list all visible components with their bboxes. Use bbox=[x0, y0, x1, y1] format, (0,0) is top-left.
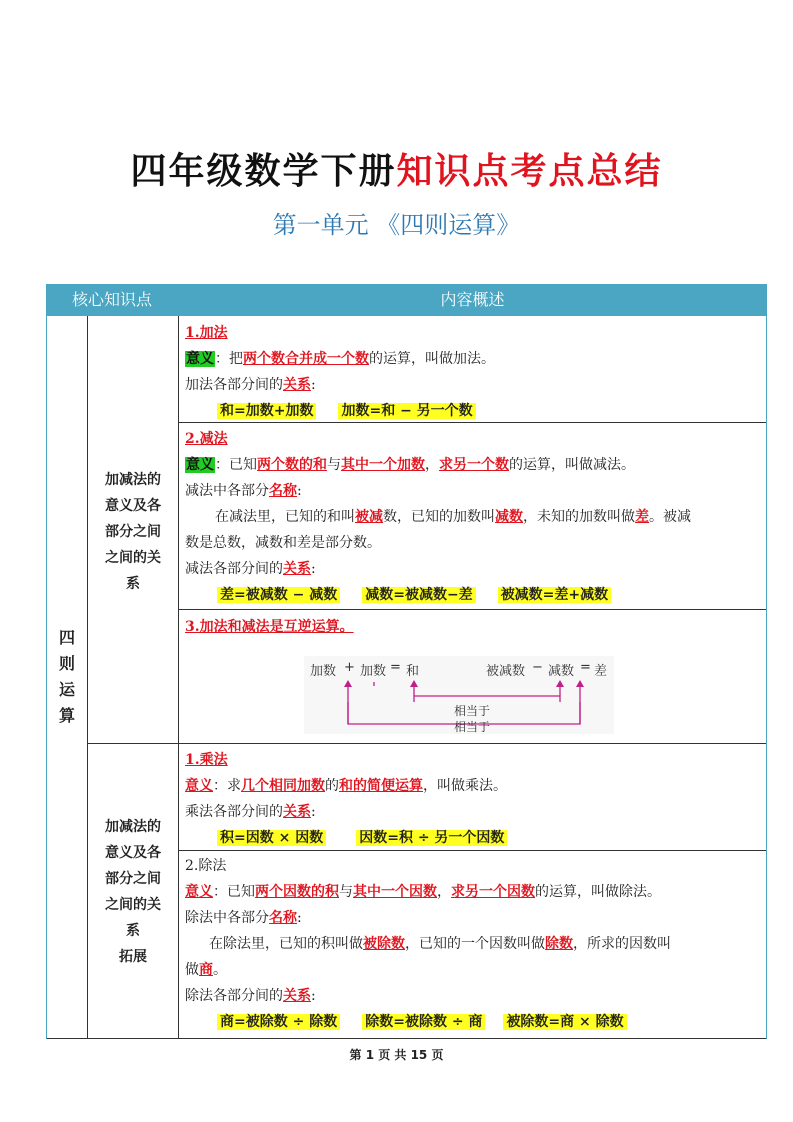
formula: 被除数=商 × 除数 bbox=[503, 1014, 626, 1030]
key-word: 关系 bbox=[283, 988, 311, 1004]
key-word: 名称 bbox=[269, 910, 297, 926]
key-word: 关系 bbox=[283, 804, 311, 820]
diagram-equals: = bbox=[580, 660, 591, 675]
text: : bbox=[311, 804, 316, 820]
inverse-cell bbox=[185, 614, 760, 640]
header-core-knowledge: 核心知识点 bbox=[71, 290, 152, 309]
formula: 差=被减数 − 减数 bbox=[217, 587, 340, 603]
formula: 因数=积 ÷ 另一个因数 bbox=[356, 830, 507, 846]
key-word: 名称 bbox=[269, 483, 297, 499]
text: 加法各部分间的 bbox=[185, 377, 283, 393]
diagram-addend: 加数 bbox=[360, 664, 387, 679]
text: : bbox=[311, 561, 316, 577]
page-footer: 第 1 页 共 15 页 bbox=[349, 1048, 444, 1062]
formula: 和=加数+加数 bbox=[217, 403, 316, 419]
group-label-line: 意义及各 bbox=[105, 845, 161, 861]
diagram-addend: 加数 bbox=[310, 664, 337, 679]
text: ， bbox=[437, 884, 451, 900]
divider bbox=[87, 743, 766, 744]
text: ：把 bbox=[215, 351, 243, 367]
diagram-difference: 差 bbox=[594, 664, 608, 679]
formula: 商=被除数 ÷ 除数 bbox=[217, 1014, 340, 1030]
inverse-heading: 3.加法和减法是互逆运算。 bbox=[185, 619, 354, 635]
meaning-tag: 意义 bbox=[186, 351, 214, 367]
key-word: 商 bbox=[199, 962, 213, 978]
group-label-2 bbox=[89, 814, 177, 970]
side-label-char: 四 bbox=[58, 628, 75, 647]
multiplication-cell bbox=[185, 747, 760, 851]
key-phrase: 两个数合并成一个数 bbox=[243, 351, 369, 367]
text: 做 bbox=[185, 962, 199, 978]
group-label-line: 系 bbox=[126, 576, 140, 592]
subtraction-cell bbox=[185, 426, 760, 608]
group-label-line: 部分之间 bbox=[105, 524, 161, 540]
diagram-subtrahend: 减数 bbox=[548, 664, 575, 679]
text: ：已知 bbox=[213, 884, 255, 900]
diagram-minuend: 被减数 bbox=[486, 664, 526, 679]
text: 的运算，叫做除法。 bbox=[535, 884, 661, 900]
text: 的 bbox=[325, 778, 339, 794]
key-phrase: 求另一个因数 bbox=[451, 884, 535, 900]
addition-heading: 1.加法 bbox=[185, 325, 228, 341]
text: 除法中各部分 bbox=[185, 910, 269, 926]
formula: 减数=被减数−差 bbox=[362, 587, 475, 603]
key-phrase: 两个数的和 bbox=[257, 457, 327, 473]
diagram-plus: + bbox=[344, 660, 355, 675]
divider bbox=[47, 1038, 766, 1039]
meaning-tag: 意义 bbox=[186, 457, 214, 473]
arrow-head bbox=[410, 680, 418, 687]
key-word: 被减 bbox=[355, 509, 383, 525]
diagram-equivalent-label: 相当于 bbox=[454, 704, 491, 718]
text: 。 bbox=[213, 962, 227, 978]
divider bbox=[178, 316, 179, 1039]
text: ，已知的一个因数叫做 bbox=[405, 936, 545, 952]
text: ，叫做乘法。 bbox=[423, 778, 507, 794]
formula: 除数=被除数 ÷ 商 bbox=[362, 1014, 485, 1030]
group-label-line: 之间的关 bbox=[105, 897, 161, 913]
title-part-red: 知识点考点总结 bbox=[396, 150, 663, 192]
group-label-line: 加减法的 bbox=[105, 819, 161, 835]
text: 与 bbox=[339, 884, 353, 900]
side-label-char: 算 bbox=[58, 706, 75, 725]
division-heading: 2.除法 bbox=[185, 858, 227, 874]
key-phrase: 两个因数的积 bbox=[255, 884, 339, 900]
key-phrase: 几个相同加数 bbox=[241, 778, 325, 794]
text: 的运算，叫做加法。 bbox=[369, 351, 495, 367]
formula: 积=因数 × 因数 bbox=[217, 830, 326, 846]
divider bbox=[178, 609, 766, 610]
multiplication-heading: 1.乘法 bbox=[185, 752, 228, 768]
arrow-head bbox=[576, 680, 584, 687]
key-phrase: 求另一个数 bbox=[439, 457, 509, 473]
group-label-line: 系 bbox=[126, 923, 140, 939]
diagram-sum: 和 bbox=[406, 664, 420, 679]
text: 。被减 bbox=[649, 509, 691, 525]
diagram-minus: − bbox=[532, 660, 543, 675]
text: 数，已知的加数叫 bbox=[383, 509, 495, 525]
formula: 加数=和 − 另一个数 bbox=[338, 403, 475, 419]
key-word: 关系 bbox=[283, 377, 311, 393]
side-label-char: 则 bbox=[58, 654, 75, 673]
key-word: 差 bbox=[635, 509, 649, 525]
text: 数是总数，减数和差是部分数。 bbox=[185, 535, 381, 551]
group-label-line: 意义及各 bbox=[105, 498, 161, 514]
text: 的运算，叫做减法。 bbox=[509, 457, 635, 473]
inverse-operation-diagram bbox=[304, 656, 614, 734]
text: ：求 bbox=[213, 778, 241, 794]
subtraction-heading: 2.减法 bbox=[185, 431, 228, 447]
key-word: 关系 bbox=[283, 561, 311, 577]
text: 乘法各部分间的 bbox=[185, 804, 283, 820]
diagram-equivalent-label: 相当于 bbox=[454, 720, 491, 734]
text: 减法各部分间的 bbox=[185, 561, 283, 577]
text: 除法各部分间的 bbox=[185, 988, 283, 1004]
text: : bbox=[297, 483, 302, 499]
meaning-tag: 意义 bbox=[185, 884, 213, 900]
text: : bbox=[311, 988, 316, 1004]
table-header bbox=[47, 284, 766, 316]
text: : bbox=[297, 910, 302, 926]
group-label-line: 拓展 bbox=[119, 949, 147, 965]
text: ：已知 bbox=[215, 457, 257, 473]
arrow-head bbox=[556, 680, 564, 687]
page-title bbox=[0, 143, 793, 194]
text: 在减法里，已知的和叫 bbox=[215, 509, 355, 525]
title-part-black: 四年级数学下册 bbox=[130, 150, 397, 192]
group-label-line: 部分之间 bbox=[105, 871, 161, 887]
text: : bbox=[311, 377, 316, 393]
side-label-char: 运 bbox=[58, 680, 75, 699]
key-word: 除数 bbox=[545, 936, 573, 952]
key-phrase: 和的简便运算 bbox=[339, 778, 423, 794]
key-phrase: 其中一个加数 bbox=[341, 457, 425, 473]
text: ， bbox=[425, 457, 439, 473]
unit-subtitle: 第一单元 《四则运算》 bbox=[272, 211, 521, 239]
text: ，未知的加数叫做 bbox=[523, 509, 635, 525]
group-label-line: 之间的关 bbox=[105, 550, 161, 566]
header-content-overview: 内容概述 bbox=[440, 290, 505, 309]
divider bbox=[87, 316, 88, 1039]
addition-cell bbox=[185, 320, 760, 424]
text: 与 bbox=[327, 457, 341, 473]
group-label-line: 加减法的 bbox=[105, 472, 161, 488]
text: 减法中各部分 bbox=[185, 483, 269, 499]
diagram-equals: = bbox=[390, 660, 401, 675]
text: 在除法里，已知的积叫做 bbox=[209, 936, 363, 952]
division-cell bbox=[185, 853, 760, 1035]
key-word: 被除数 bbox=[363, 936, 405, 952]
text: ，所求的因数叫 bbox=[573, 936, 671, 952]
group-label-1 bbox=[89, 467, 177, 597]
key-phrase: 其中一个因数 bbox=[353, 884, 437, 900]
key-word: 减数 bbox=[495, 509, 523, 525]
meaning-tag: 意义 bbox=[185, 778, 213, 794]
arrow-head bbox=[344, 680, 352, 687]
formula: 被减数=差+减数 bbox=[498, 587, 611, 603]
